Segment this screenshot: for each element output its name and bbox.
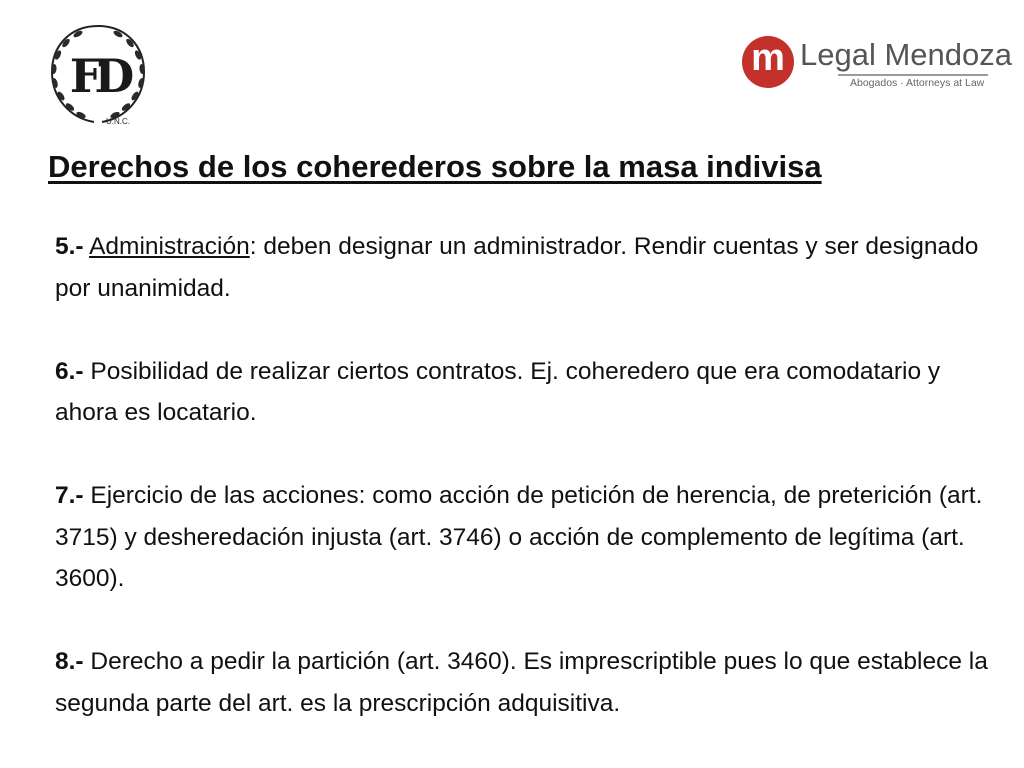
- list-item: [55, 226, 990, 309]
- item-number: 6.-: [55, 357, 84, 385]
- item-text: Ejercicio de las acciones: como acción de petición de herencia, de preterición (art. 3715) y desheredación injusta (art. 3746) o acción de complemento de legítima (art. 3600).: [55, 482, 983, 592]
- item-number: 7.-: [55, 482, 84, 509]
- item-number: 8.-: [55, 648, 84, 675]
- item-text: Derecho a pedir la partición (art. 3460). Es imprescriptible pues lo que establece la segunda parte del art. es la prescripción adquisitiva.: [55, 648, 988, 717]
- faculty-seal-logo: [38, 18, 158, 130]
- legal-mendoza-mark: m: [742, 36, 794, 88]
- item-text: Posibilidad de realizar ciertos contratos. Ej. coheredero que era comodatario y ahora es locatario.: [55, 357, 941, 426]
- slide-title: Derechos de los coherederos sobre la masa indivisa: [48, 149, 822, 184]
- legal-mendoza-name: Legal Mendoza: [800, 37, 1012, 72]
- logo-divider: [838, 74, 988, 76]
- item-label: Administración: [89, 233, 250, 260]
- svg-text:FD: FD: [69, 49, 127, 103]
- svg-text:U.N.C.: U.N.C.: [106, 117, 130, 126]
- item-text: : deben designar un administrador. Rendir cuentas y ser designado por unanimidad.: [55, 233, 979, 302]
- list-item: [55, 351, 990, 434]
- legal-mendoza-logo: [742, 36, 1012, 96]
- slide-body: [55, 226, 990, 766]
- list-item: [55, 641, 990, 724]
- legal-mendoza-tagline: Abogados · Attorneys at Law: [850, 77, 985, 89]
- item-number: 5.-: [55, 233, 84, 260]
- list-item: [55, 475, 990, 600]
